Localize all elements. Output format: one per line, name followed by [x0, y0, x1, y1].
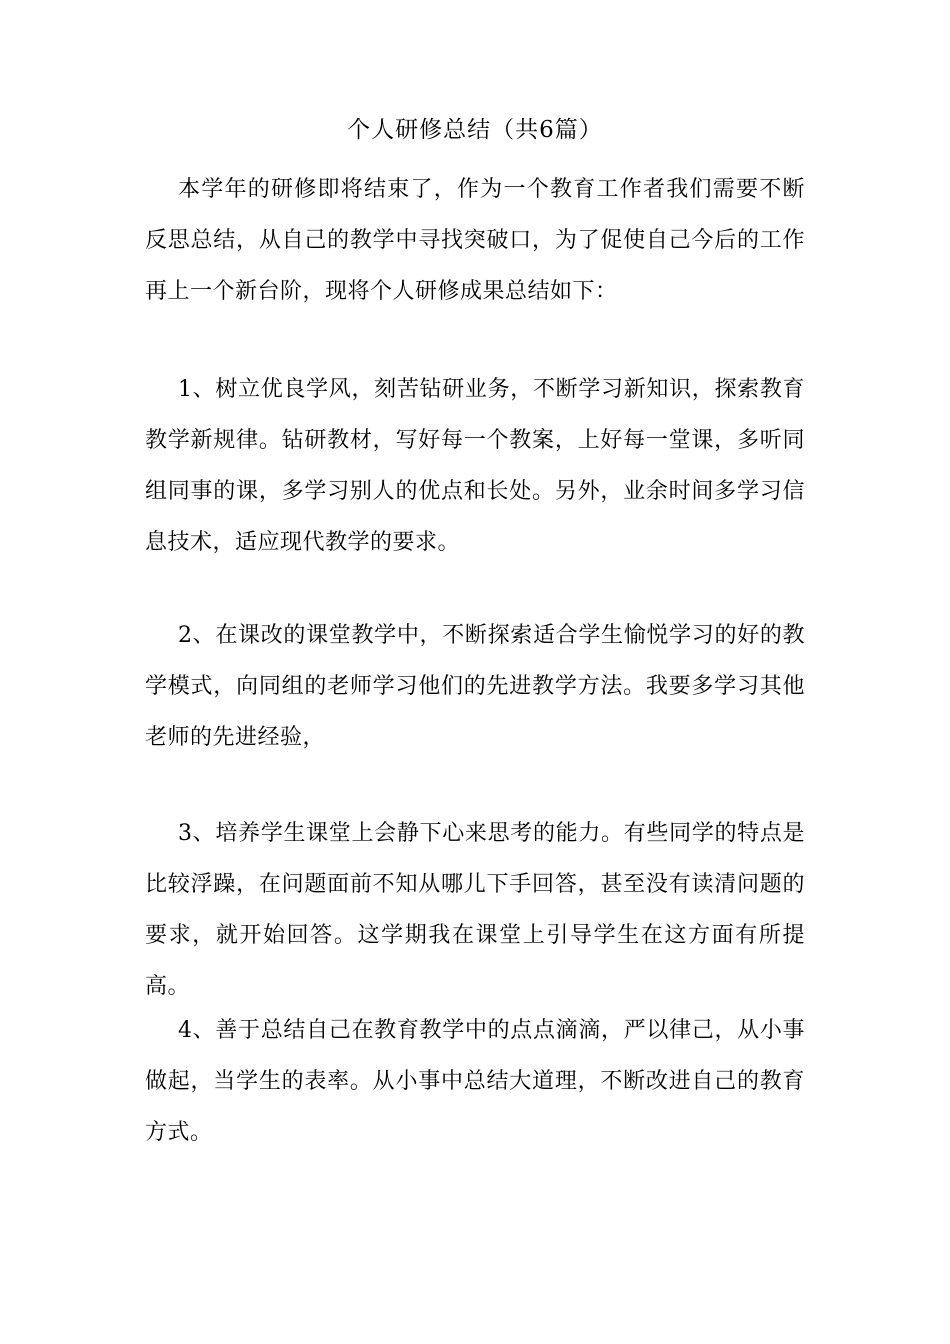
paragraph-item-2: 2、在课改的课堂教学中，不断探索适合学生愉悦学习的好的教学模式，向同组的老师学习他们的先进教学方法。我要多学习其他老师的先进经验， [145, 623, 805, 750]
paragraph-item-1: 1、树立优良学风，刻苦钻研业务，不断学习新知识，探索教育教学新规律。钻研教材，写好每一个教案，上好每一堂课，多听同组同事的课，多学习别人的优点和长处。另外，业余时间多学习信息技术，适应现代教学的要求。 [145, 377, 805, 555]
document-title: 个人研修总结（共6篇） [347, 117, 603, 143]
paragraph-item-3: 3、培养学生课堂上会静下心来思考的能力。有些同学的特点是比较浮躁，在问题面前不知从哪儿下手回答，甚至没有读清问题的要求，就开始回答。这学期我在课堂上引导学生在这方面有所提高。 [145, 821, 805, 999]
intro-paragraph: 本学年的研修即将结束了，作为一个教育工作者我们需要不断反思总结，从自己的教学中寻找突破口，为了促使自己今后的工作再上一个新台阶，现将个人研修成果总结如下： [145, 177, 805, 304]
paragraph-item-4: 4、善于总结自己在教育教学中的点点滴滴，严以律己，从小事做起，当学生的表率。从小事中总结大道理，不断改进自己的教育方式。 [145, 1018, 805, 1145]
